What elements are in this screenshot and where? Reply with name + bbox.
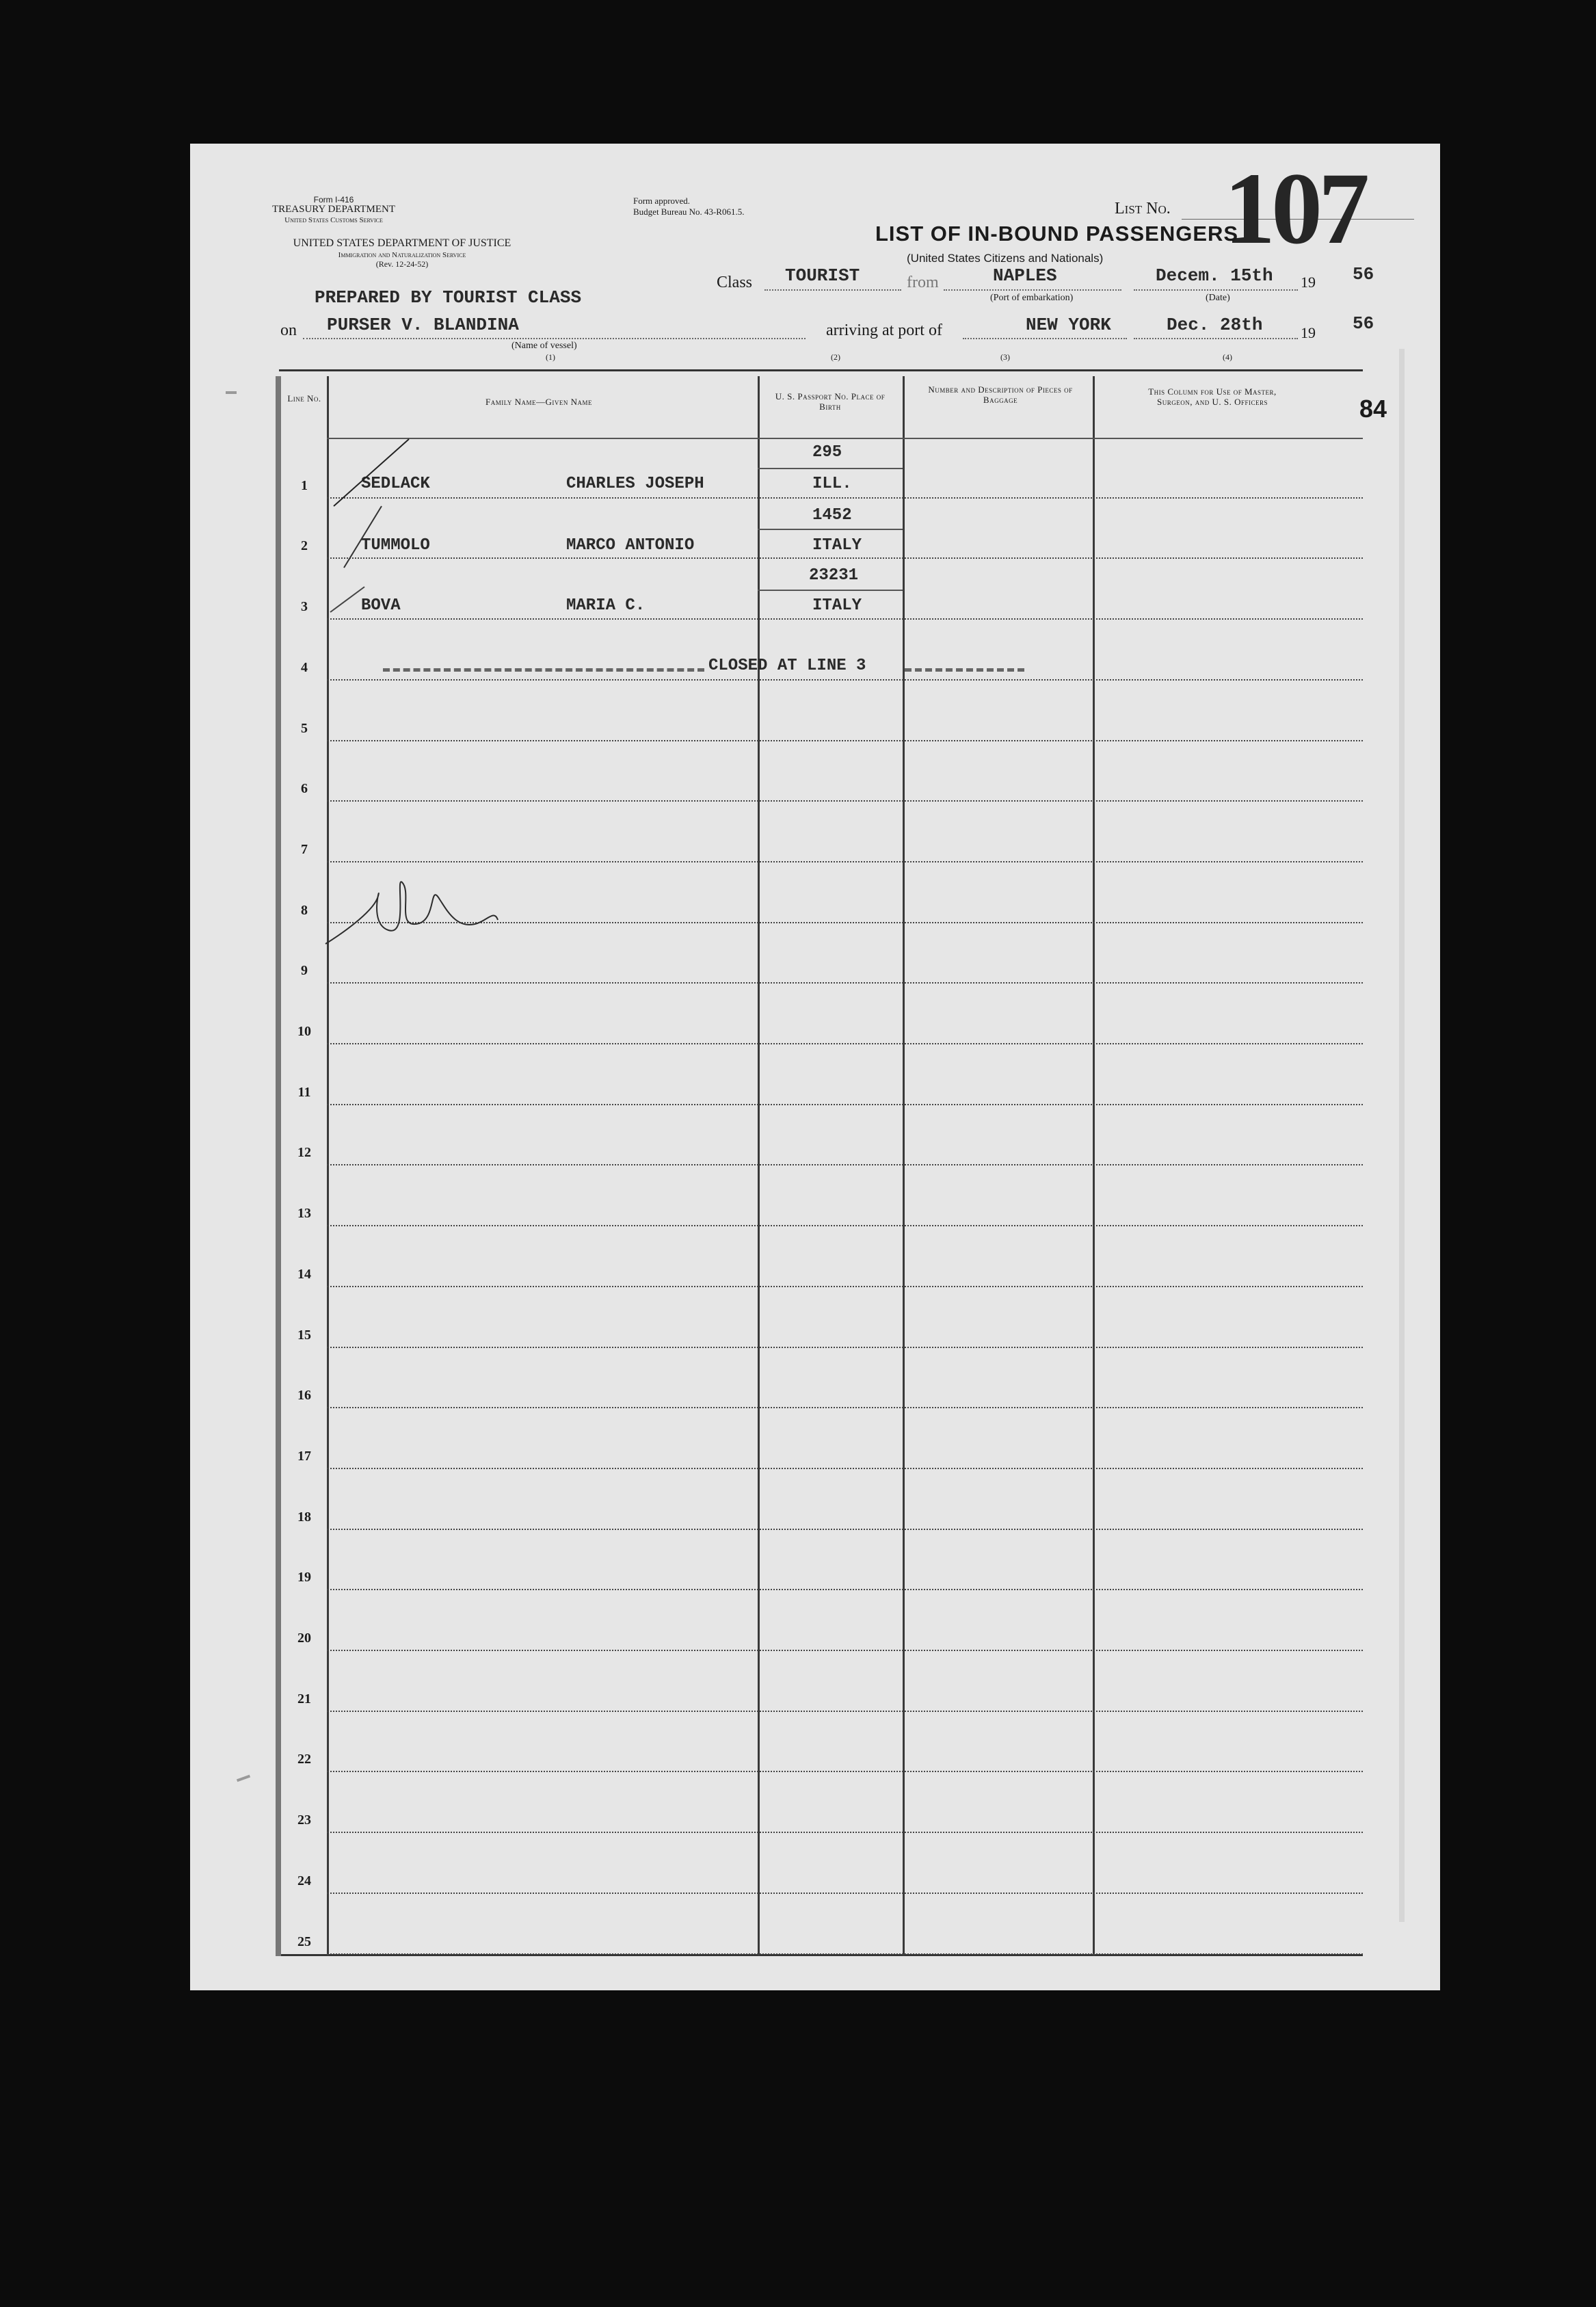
paper-edge-shade — [1399, 349, 1405, 1922]
entry-1-family: SEDLACK — [361, 475, 430, 493]
line-number: 6 — [301, 781, 308, 797]
ins-service: Immigration and Naturalization Service — [338, 251, 466, 259]
col-num-2: (2) — [831, 352, 840, 362]
customs-service: United States Customs Service — [284, 216, 383, 224]
line-number: 15 — [297, 1327, 311, 1343]
class-value: TOURIST — [785, 265, 860, 286]
row-rule — [327, 1832, 1363, 1833]
port-rule — [963, 338, 1127, 339]
row-rule — [327, 1771, 1363, 1772]
date-caption: (Date) — [1206, 293, 1230, 303]
line-number: 2 — [301, 538, 308, 554]
date-from: Decem. 15th — [1156, 265, 1273, 286]
class-rule — [764, 289, 901, 291]
scan-mark — [226, 391, 237, 394]
from-rule — [944, 289, 1121, 291]
line-number: 9 — [301, 963, 308, 979]
list-number-stamp: 107 — [1224, 152, 1366, 265]
line-number: 8 — [301, 902, 308, 918]
line-number: 1 — [301, 477, 308, 493]
entry-3-passport: 23231 — [809, 566, 859, 585]
year-from: 56 — [1353, 264, 1374, 285]
line-number: 10 — [297, 1024, 311, 1039]
from-label: from — [907, 274, 939, 291]
year-arrive: 56 — [1353, 313, 1374, 334]
row-rule — [327, 1347, 1363, 1348]
arriving-label: arriving at port of — [826, 321, 942, 339]
line-number: 22 — [297, 1752, 311, 1767]
col-header-name: Family Name—Given Name — [486, 397, 592, 407]
col-num-1: (1) — [546, 352, 555, 362]
row-rule — [327, 1104, 1363, 1105]
line-number: 19 — [297, 1570, 311, 1585]
date-from-rule — [1134, 289, 1298, 291]
form-approved: Form approved. — [633, 196, 691, 206]
entry-3-family: BOVA — [361, 596, 401, 615]
line-number: 11 — [297, 1084, 311, 1100]
col-header-baggage: Number and Description of Pieces of Baggage — [928, 384, 1073, 405]
vessel-caption: (Name of vessel) — [511, 341, 577, 351]
col-num-3: (3) — [1000, 352, 1010, 362]
line-number: 18 — [297, 1509, 311, 1525]
line-number: 13 — [297, 1206, 311, 1222]
page-subtitle: (United States Citizens and Nationals) — [907, 252, 1104, 265]
col-header-officers: This Column for Use of Master, Surgeon, and U. S. Officers — [1148, 386, 1277, 407]
passport-divider — [903, 376, 905, 1956]
row-rule — [327, 1407, 1363, 1408]
date-arrive-rule — [1134, 338, 1298, 339]
row-rule — [327, 982, 1363, 984]
closed-strike-right — [905, 668, 1024, 672]
row-rule — [327, 1529, 1363, 1530]
table-top-border — [279, 369, 1363, 371]
row-rule — [327, 1286, 1363, 1287]
line-number: 23 — [297, 1812, 311, 1828]
row-rule — [327, 1164, 1363, 1165]
class-label: Class — [717, 274, 753, 291]
on-label: on — [280, 321, 297, 339]
prepared-by: PREPARED BY TOURIST CLASS — [315, 287, 582, 308]
budget-bureau: Budget Bureau No. 43-R061.5. — [633, 207, 745, 217]
date-arrive: Dec. 28th — [1167, 315, 1263, 335]
entry-1-given: CHARLES JOSEPH — [566, 475, 704, 493]
line-number: 4 — [301, 659, 308, 675]
col-header-passport: U. S. Passport No. Place of Birth — [775, 391, 886, 412]
row-rule — [327, 1225, 1363, 1226]
line-number: 17 — [297, 1448, 311, 1464]
form-number: Form I-416 — [313, 195, 354, 205]
table-left-edge — [276, 376, 281, 1956]
manifest-page — [190, 144, 1440, 1990]
col-header-line-no: Line No. — [287, 393, 321, 404]
closed-note: CLOSED AT LINE 3 — [708, 657, 866, 675]
row-rule — [327, 1589, 1363, 1590]
line-number: 5 — [301, 720, 308, 736]
entry-2-family: TUMMOLO — [361, 536, 430, 555]
line-number: 20 — [297, 1631, 311, 1646]
passport-split-rule — [758, 468, 903, 469]
justice-dept: UNITED STATES DEPARTMENT OF JUSTICE — [293, 237, 511, 249]
line-number: 24 — [297, 1873, 311, 1888]
line-number: 7 — [301, 841, 308, 857]
line-number: 12 — [297, 1145, 311, 1161]
entry-3-given: MARIA C. — [566, 596, 646, 615]
line-number: 21 — [297, 1691, 311, 1706]
row-rule — [327, 1468, 1363, 1469]
page-number: 84 — [1359, 395, 1387, 423]
col-num-4: (4) — [1223, 352, 1232, 362]
passport-split-rule — [758, 529, 903, 530]
treasury-dept: TREASURY DEPARTMENT — [271, 204, 396, 215]
row-rule — [327, 1953, 1363, 1955]
entry-1-passport: 295 — [812, 443, 842, 462]
passport-split-rule — [758, 590, 903, 591]
list-no-label: List No. — [1115, 200, 1171, 217]
line-number: 3 — [301, 599, 308, 615]
row-rule — [327, 1711, 1363, 1712]
entry-2-passport: 1452 — [812, 506, 852, 525]
check-marks — [293, 404, 676, 964]
entry-2-given: MARCO ANTONIO — [566, 536, 695, 555]
row-rule — [327, 1650, 1363, 1651]
row-rule — [327, 1893, 1363, 1894]
entry-3-birthplace: ITALY — [812, 596, 862, 615]
year-prefix-from: 19 — [1301, 274, 1316, 291]
line-number: 25 — [297, 1934, 311, 1949]
line-number: 16 — [297, 1388, 311, 1403]
vessel-name: PURSER V. BLANDINA — [327, 315, 519, 335]
entry-1-birthplace: ILL. — [812, 475, 852, 493]
year-prefix-arrive: 19 — [1301, 324, 1316, 341]
vessel-rule — [303, 338, 806, 339]
entry-2-birthplace: ITALY — [812, 536, 862, 555]
page-title: LIST OF IN-BOUND PASSENGERS — [875, 222, 1239, 246]
baggage-divider — [1093, 376, 1095, 1956]
signature-scribble — [325, 882, 498, 944]
embark-port: NAPLES — [993, 265, 1057, 286]
embark-caption: (Port of embarkation) — [990, 293, 1074, 303]
revision-date: (Rev. 12-24-52) — [375, 259, 429, 269]
arrival-port: NEW YORK — [1026, 315, 1111, 335]
name-divider — [758, 376, 760, 1956]
row-rule — [327, 1043, 1363, 1044]
line-number: 14 — [297, 1266, 311, 1282]
